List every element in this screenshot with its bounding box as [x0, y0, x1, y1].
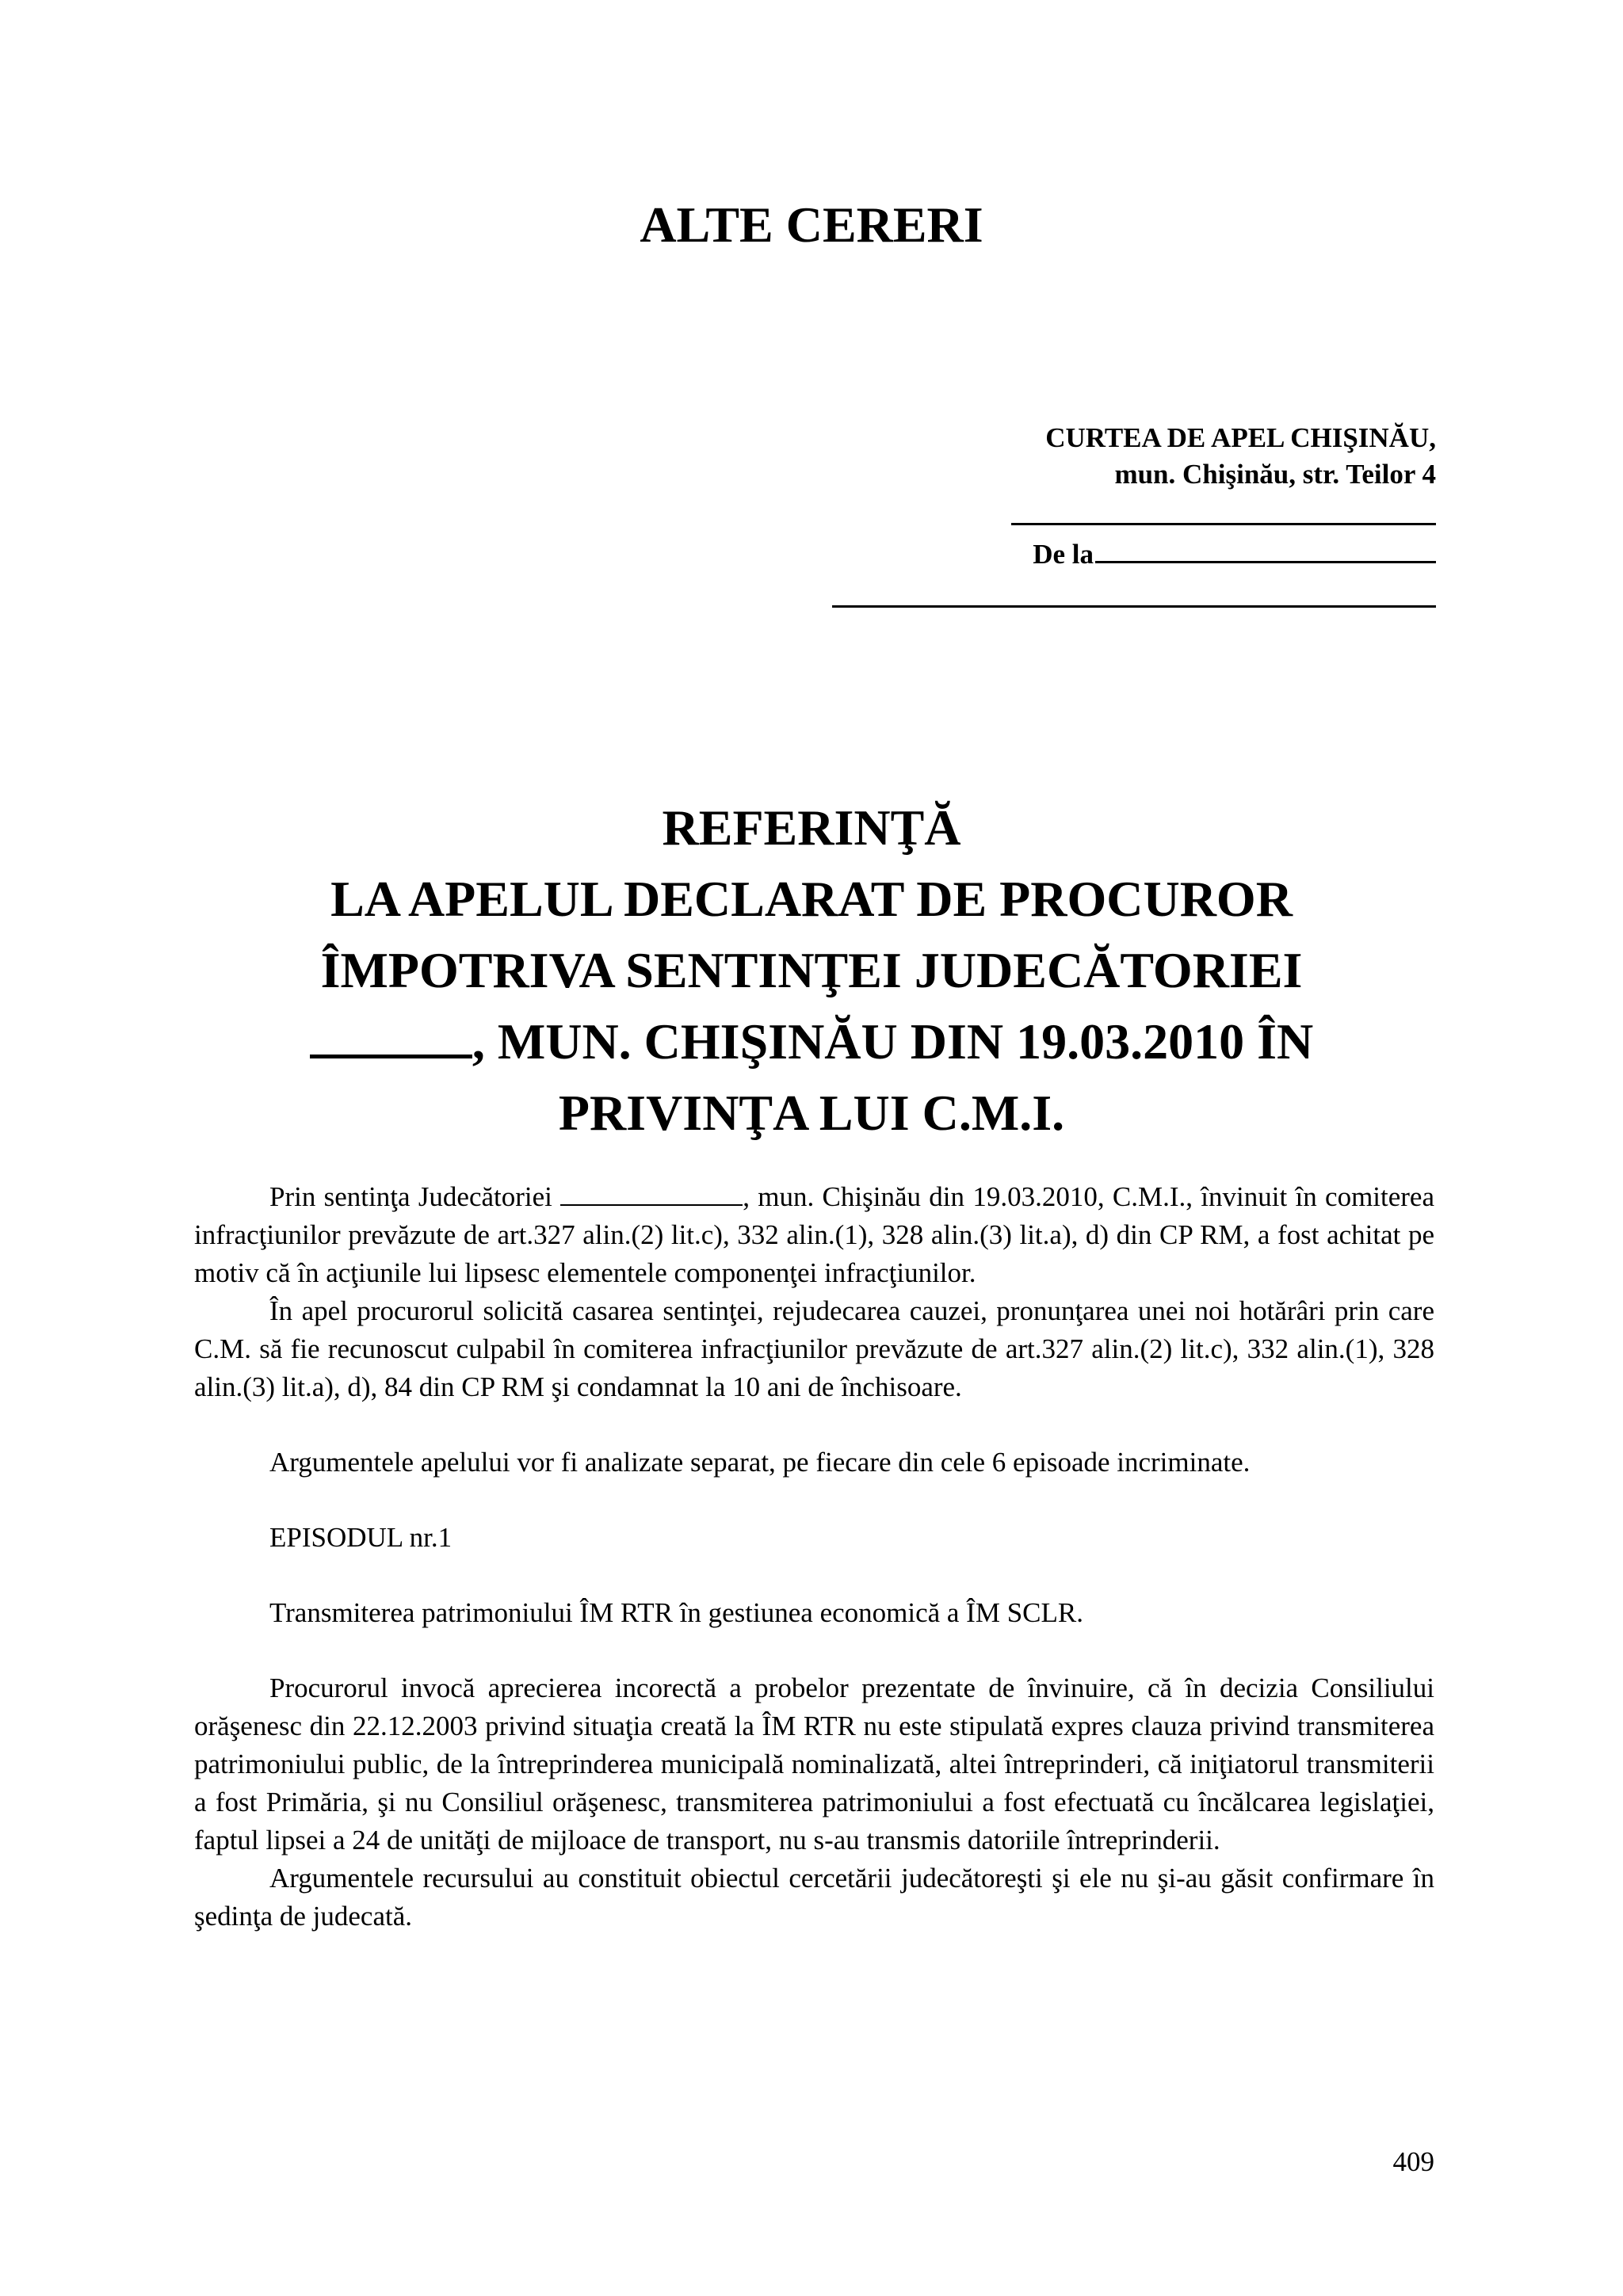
- addressee-street: mun. Chişinău, str. Teilor 4: [1114, 459, 1436, 490]
- from-row: [802, 536, 1436, 573]
- paragraph-2: În apel procurorul solicită casarea sentinţei, rejudecarea cauzei, pronunţarea unei noi hotărâri prin care C.M. să fie recunoscut culpabil în comiterea infracţiunilor prevăzute de art.327 alin.(2) lit.c), 332 alin.(1), 328 alin.(3) lit.a), d), 84 din CP RM şi condamnat la 10 ani de închisoare.: [194, 1295, 1434, 1402]
- page-number: 409: [1392, 2146, 1434, 2177]
- blank-line-bottom: [832, 605, 1436, 608]
- court-blank: [560, 1182, 743, 1206]
- paragraph-3: Argumentele apelului vor fi analizate separat, pe fiecare din cele 6 episoade incriminate.: [269, 1447, 1251, 1478]
- paragraph-1: [194, 1178, 1434, 1292]
- from-label: De la: [1033, 539, 1094, 570]
- from-blank: [1095, 537, 1436, 563]
- section-title: ALTE CERERI: [640, 196, 983, 253]
- body-text: [194, 1178, 1434, 1936]
- episode-heading: EPISODUL nr.1: [269, 1522, 453, 1553]
- paragraph-1-start: Prin sentinţa Judecătoriei: [269, 1181, 552, 1212]
- court-name-blank: [310, 1013, 472, 1058]
- title-line-4: [0, 1006, 1623, 1077]
- addressee-court: CURTEA DE APEL CHIŞINĂU,: [1045, 422, 1436, 453]
- title-line-5: PRIVINŢA LUI C.M.I.: [558, 1085, 1065, 1141]
- paragraph-6: Procurorul invocă aprecierea incorectă a probelor prezentate de învinuire, că în decizia Consiliului orăşenesc din 22.12.2003 privind situaţia creată la ÎM RTR nu este stipulată expres clauza privind transmiterea patrimoniului public, de la întreprinderea municipală nominalizată, altei întreprinderi, că iniţiatorul transmiterii a fost Primăria, şi nu Consiliul orăşenesc, transmiterea patrimoniului a fost efectuată cu încălcarea legislaţiei, faptul lipsei a 24 de unităţi de mijloace de transport, nu s-au transmis datoriile întreprinderii.: [194, 1672, 1434, 1855]
- addressee-block: [723, 420, 1436, 493]
- title-line-4-text: , MUN. CHIŞINĂU DIN 19.03.2010 ÎN: [472, 1013, 1314, 1070]
- title-line-3: ÎMPOTRIVA SENTINŢEI JUDECĂTORIEI: [320, 942, 1303, 998]
- title-line-1: REFERINŢĂ: [662, 799, 961, 856]
- title-line-2: LA APELUL DECLARAT DE PROCUROR: [330, 871, 1293, 927]
- paragraph-1-rest: , mun. Chişinău din 19.03.2010, C.M.I., învinuit în comiterea infracţiunilor prevăzute de art.327 alin.(2) lit.c), 332 alin.(1), 328 alin.(3) lit.a), d) din CP RM, a fost achitat pe motiv că în acţiunile lui lipsesc elementele componenţei infracţiunilor.: [194, 1181, 1435, 1288]
- document-title: [0, 792, 1623, 1149]
- blank-line-top: [1011, 523, 1436, 525]
- paragraph-7: Argumentele recursului au constituit obiectul cercetării judecătoreşti şi ele nu şi-au găsit confirmare în şedinţa de judecată.: [194, 1863, 1434, 1932]
- episode-subject: Transmiterea patrimoniului ÎM RTR în gestiunea economică a ÎM SCLR.: [269, 1597, 1083, 1628]
